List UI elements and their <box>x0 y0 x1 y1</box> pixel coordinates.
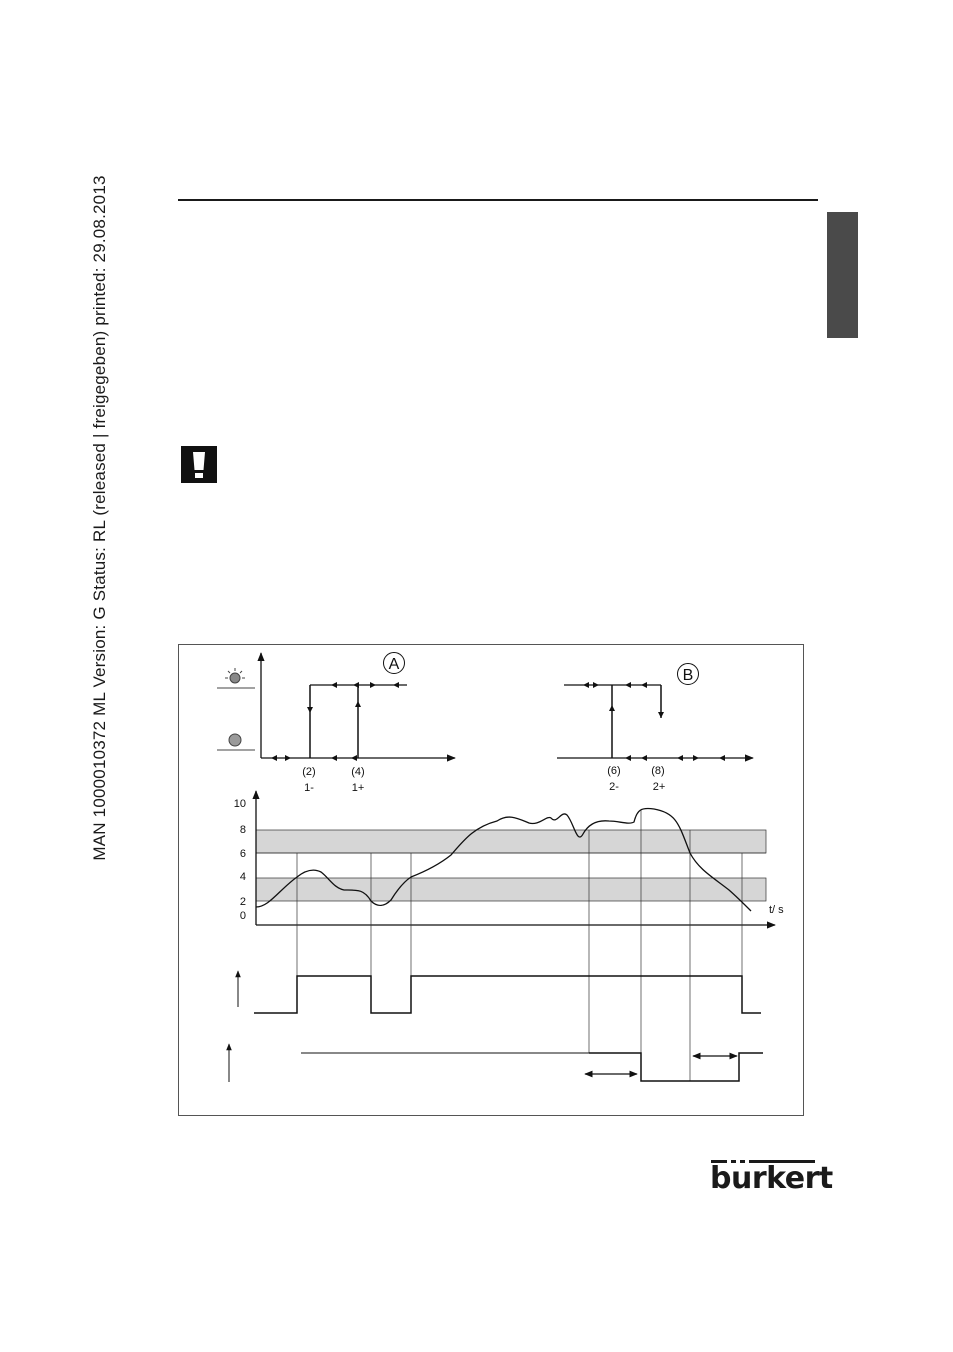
brand-name: burkert <box>710 1161 833 1196</box>
led-off-icon <box>217 734 255 750</box>
burkert-logo <box>710 1160 833 1196</box>
switching-diagram <box>179 645 805 1117</box>
y-tick-2: 2 <box>239 896 246 908</box>
language-tab <box>827 212 858 338</box>
point-2-number: (2) <box>302 766 316 778</box>
point-2-minus-label: 2- <box>609 781 619 793</box>
y-tick-0: 0 <box>239 910 246 922</box>
panel-a <box>217 653 455 795</box>
point-1-minus-label: 1- <box>304 782 314 794</box>
switching-diagram-figure <box>178 644 804 1116</box>
point-4-number: (4) <box>351 766 365 778</box>
header-rule <box>178 199 818 201</box>
document-side-info: MAN 1000010372 ML Version: G Status: RL (released | freigegeben) printed: 29.08.2013 <box>90 175 109 861</box>
y-tick-10: 10 <box>233 798 246 810</box>
point-2-plus-label: 2+ <box>652 781 666 793</box>
panel-b <box>557 664 753 794</box>
output-1-signal <box>238 971 761 1013</box>
y-tick-8: 8 <box>239 824 246 836</box>
y-tick-4: 4 <box>239 871 246 883</box>
output-2-signal <box>229 1044 763 1082</box>
process-value-graph <box>234 791 784 1081</box>
led-on-icon <box>217 668 255 688</box>
point-8-number: (8) <box>651 765 665 777</box>
exclamation-icon <box>181 446 217 483</box>
x-axis-label: t/ s <box>769 904 784 916</box>
point-6-number: (6) <box>607 765 621 777</box>
y-tick-6: 6 <box>239 848 246 860</box>
panel-b-label: B <box>682 667 694 684</box>
point-1-plus-label: 1+ <box>351 782 365 794</box>
panel-a-label: A <box>388 656 400 673</box>
